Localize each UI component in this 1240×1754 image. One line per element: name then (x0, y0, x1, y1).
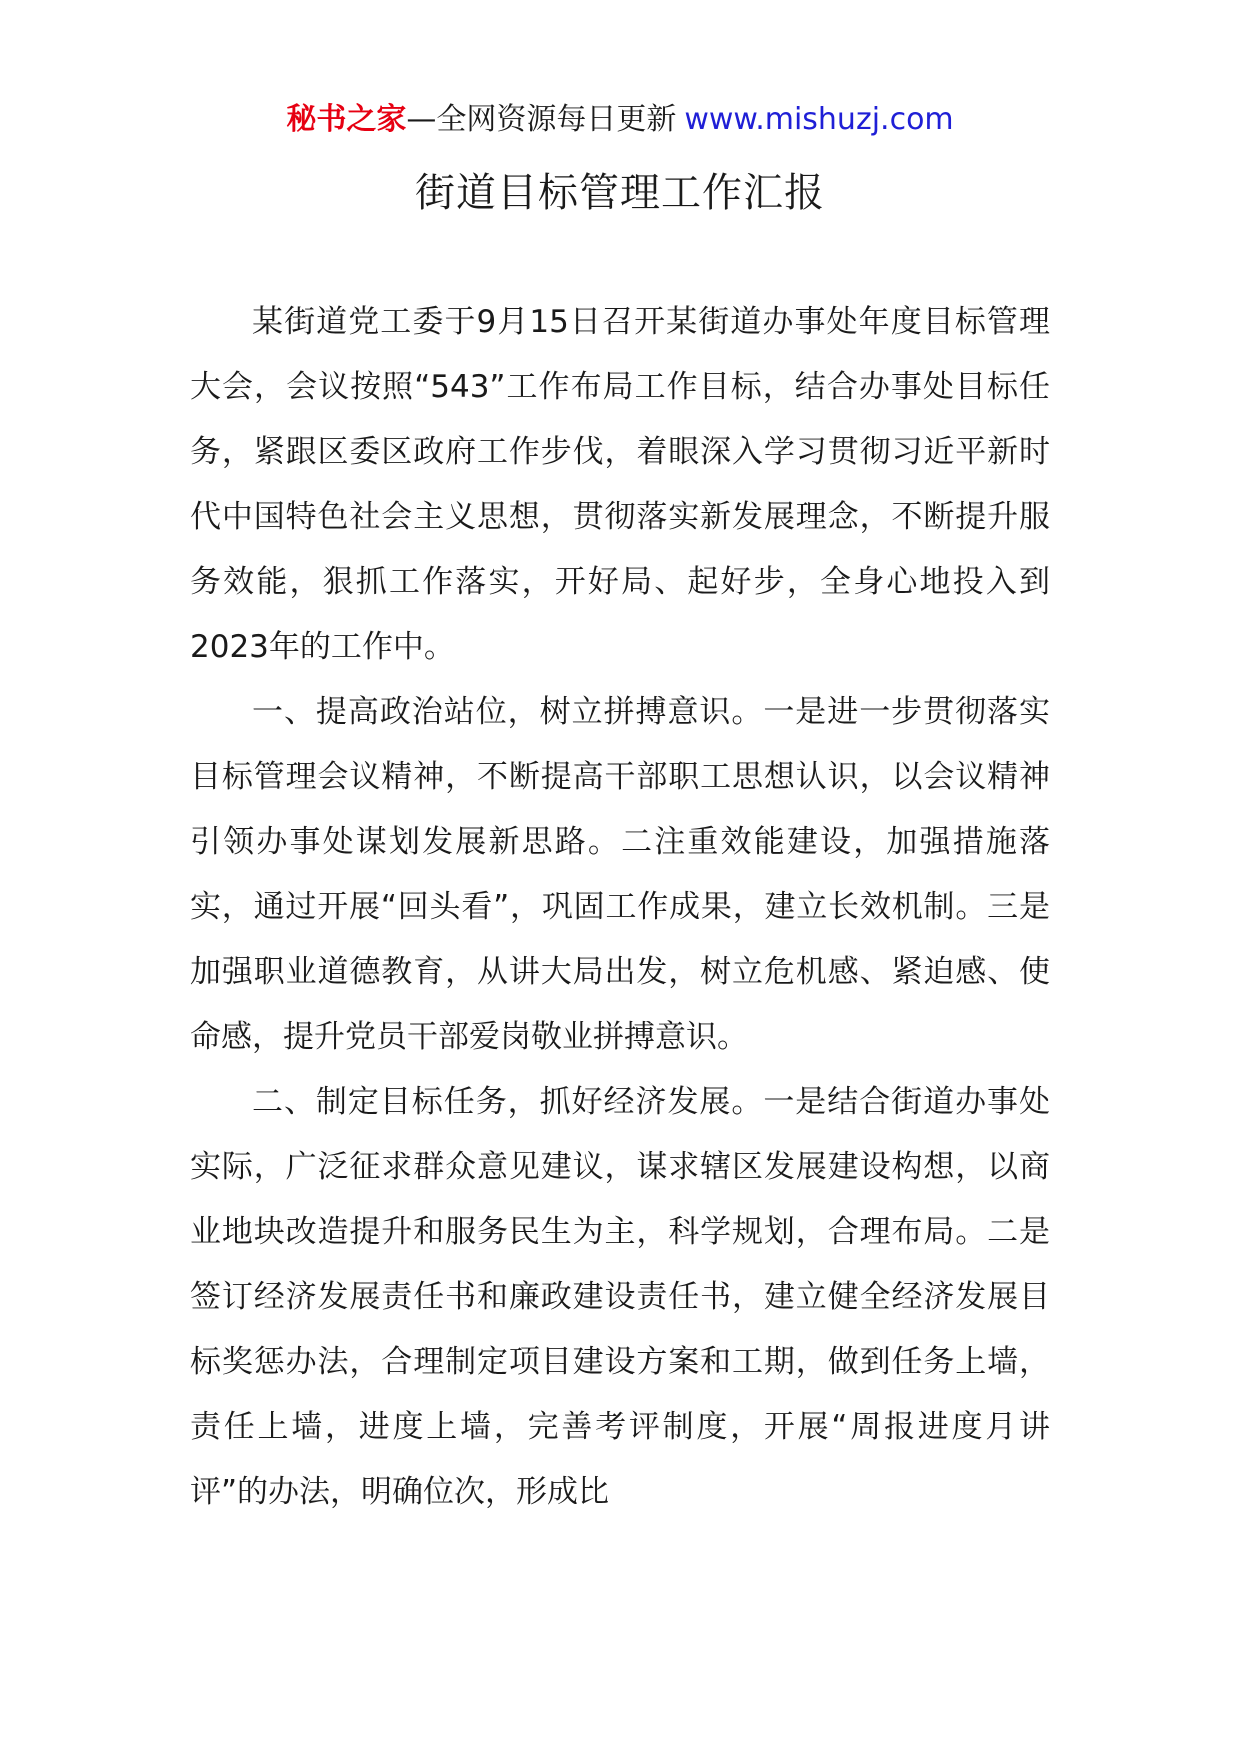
paragraph-intro (190, 290, 1050, 680)
brand-name: 秘书之家 (286, 102, 407, 137)
site-header (0, 100, 1240, 140)
section-heading: 二、制定目标任务，抓好经济发展。 (252, 1084, 764, 1120)
document-body (190, 290, 1050, 1525)
paragraph-text: 一是进一步贯彻落实目标管理会议精神，不断提高干部职工思想认识，以会议精神引领办事处谋划发展新思路。二注重效能建设，加强措施落实，通过开展“回头看”，巩固工作成果，建立长效机制。三是加强职业道德教育，从讲大局出发，树立危机感、紧迫感、使命感，提升党员干部爱岗敬业拼搏意识。 (190, 694, 1051, 1055)
section-heading: 一、提高政治站位，树立拼搏意识。 (252, 694, 764, 730)
paragraph-text: 某街道党工委于9月15日召开某街道办事处年度目标管理大会，会议按照“543”工作布局工作目标，结合办事处目标任务，紧跟区委区政府工作步伐，着眼深入学习贯彻习近平新时代中国特色社会主义思想，贯彻落实新发展理念，不断提升服务效能，狠抓工作落实，开好局、起好步，全身心地投入到2023年的工作中。 (190, 304, 1050, 665)
paragraph-text: 一是结合街道办事处实际，广泛征求群众意见建议，谋求辖区发展建设构想，以商业地块改造提升和服务民生为主，科学规划，合理布局。二是签订经济发展责任书和廉政建设责任书，建立健全经济发展目标奖惩办法，合理制定项目建设方案和工期，做到任务上墙，责任上墙，进度上墙，完善考评制度，开展“周报进度月讲评”的办法，明确位次，形成比 (190, 1084, 1051, 1510)
site-url-link[interactable]: www.mishuzj.com (684, 102, 954, 137)
paragraph-section-2 (190, 1070, 1050, 1525)
header-tagline: —全网资源每日更新 (406, 102, 677, 137)
document-title: 街道目标管理工作汇报 (415, 170, 825, 216)
paragraph-section-1 (190, 680, 1050, 1070)
